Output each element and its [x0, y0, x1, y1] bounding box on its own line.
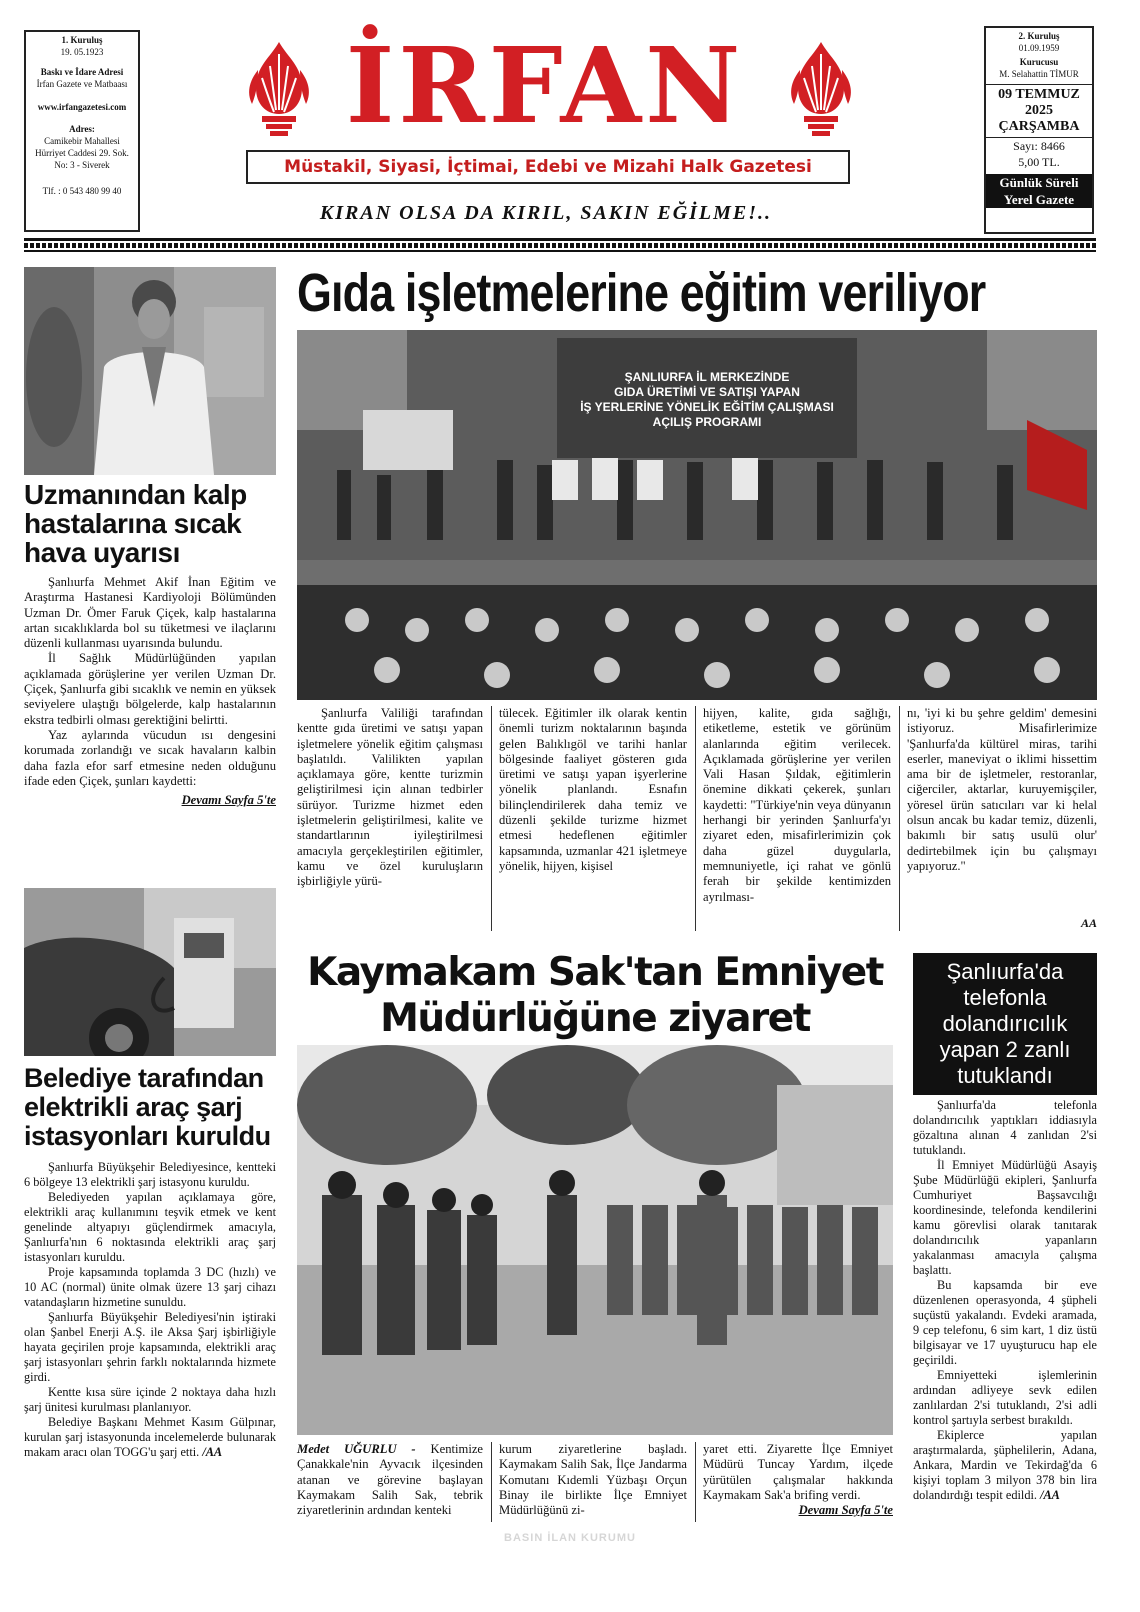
charging-paragraph-5: Kentte kısa süre içinde 2 noktaya daha hızlı şarj ünitesi kurulması planlanıyor.: [24, 1385, 276, 1414]
kaymakam-visit-photo: [297, 1045, 893, 1435]
second-founded-label: 2. Kuruluş: [1018, 31, 1060, 41]
founder-label: Kurucusu: [1019, 57, 1059, 68]
address-title: Baskı ve İdare Adresi: [40, 67, 124, 78]
food-column-2-text: tülecek. Eğitimler ilk olarak kentin önemli turizm noktalarının başında gelen Balıklıgöl ve tarihi hanlar bölgesinde faaliyet gösteren gıda üretimi ve satışı yapan işyerlerine yönelik planlandı. Esnafın bilinçlendirilerek daha temiz ve düzenli şekilde turizme hizmet etmesi hedeflenen eğitimler kapsamında, uzmanlar 421 işletmeye yönelik, hijyen, kişisel: [499, 706, 687, 873]
charging-paragraph-2: Belediyeden yapılan açıklamaya göre, elektrikli araç kullanımını teşvik etmek ve kent genelinde altyapıyı güçlendirmek amacıyla, Şanlıurfa'nın 6 noktasında elektrikli araç şarj istasyonları kuruldu.: [24, 1190, 276, 1264]
charging-article-body: [24, 1160, 276, 1460]
issue-date-day: 09 TEMMUZ: [998, 86, 1080, 102]
charging-source: /AA: [202, 1445, 223, 1459]
kaymakam-author: Medet UĞURLU -: [297, 1442, 416, 1456]
charging-paragraph-6: [24, 1415, 276, 1460]
heart-paragraph-1: Şanlıurfa Mehmet Akif İnan Eğitim ve Araştırma Hastanesi Kardiyoloji Bölümünden Uzman Dr. Ömer Faruk Çiçek, kalp hastalarına artan sıcaklıklarda bol su tüketmesi ve ilaçlarını düzenli kullanması uyarısında bulundu.: [24, 575, 276, 651]
flame-emblem-right-icon: [786, 40, 856, 140]
kaymakam-column-3: [703, 1442, 893, 1518]
fraud-headline-text: Şanlıurfa'da telefonla dolandırıcılık yapan 2 zanlı tutuklandı: [939, 959, 1071, 1088]
heart-paragraph-3: Yaz aylarında vücudun ısı dengesini korumada zorlandığı ve sıcak havaların kalbin daha fazla efor sarf etmesine neden olduğunu ifade eden Çiçek, şunları kaydetti:: [24, 727, 276, 788]
watermark: [34, 1532, 1106, 1544]
founded-label: 1. Kuruluş: [61, 35, 103, 45]
founded-date: 19. 05.1923: [60, 47, 104, 58]
heart-article-body: [24, 575, 276, 808]
charging-paragraph-4: Şanlıurfa Büyükşehir Belediyesi'nin iştiraki olan Şanbel Enerji A.Ş. ile Aksa Şarj işbirliğiyle hayata geçirilen proje kapsamında, elektrikli araç şarj istasyonları şehrin farklı noktalarında hizmete girdi.: [24, 1310, 276, 1384]
kaymakam-article-headline: [297, 950, 893, 1042]
fraud-paragraph-5-text: Ekiplerce yapılan araştırmalarda, şüphelilerin, Adana, Ankara, Mardin ve Tekirdağ'da 6 kişiyi toplam 3 milyon 378 bin lira dolandırdığı tespit edildi.: [913, 1428, 1097, 1502]
food-column-1: [297, 706, 483, 890]
paper-type-line-2: Yerel Gazete: [1003, 191, 1075, 207]
food-column-3-text: hijyen, kalite, gıda sağlığı, etiketleme, estetik ve görünüm alanlarında eğitim verilecek. Açıklamada görüşlerine yer verilen Vali Hasan Şıldak, eğitimlerin önemine dikkati çekerek, şunları kaydetti: "Türkiye'nin veya dünyanın herhangi bir yerinden Şanlıurfa'yı ziyaret eden, misafirlerimizin çok daha güzel duygularla, memnuniyetle, içi rahat ve gönlü ferah bir şekilde kentimizden ayrılması-: [703, 706, 891, 904]
issue-number: Sayı: 8466: [1013, 138, 1065, 153]
masthead-left-box: [24, 30, 140, 232]
adres-label: Adres:: [69, 123, 95, 134]
charging-paragraph-3: Proje kapsamında toplamda 3 DC (hızlı) ve 10 AC (normal) ünite olmak üzere 13 şarj cihazı vatandaşların hizmetine sunuldu.: [24, 1265, 276, 1309]
paper-type-line-1: Günlük Süreli: [999, 174, 1079, 190]
fraud-paragraph-2: İl Emniyet Müdürlüğü Asayiş Şube Müdürlüğü ekipleri, Şanlıurfa Cumhuriyet Başsavcılığı koordinesinde, telefonda kendilerini kamu görevlisi olarak tanıtarak dolandırıcılık yapanların yakalanması amacıyla çalışma başlattı.: [913, 1158, 1097, 1277]
food-separator-2: [695, 706, 696, 931]
heart-headline-text: Uzmanından kalp hastalarına sıcak hava uyarısı: [24, 479, 247, 568]
food-separator-1: [491, 706, 492, 931]
kaymakam-separator-2: [695, 1442, 696, 1522]
kaymakam-separator-1: [491, 1442, 492, 1522]
fraud-paragraph-5: [913, 1428, 1097, 1503]
website[interactable]: www.irfangazetesi.com: [37, 101, 127, 112]
newspaper-logo: İRFAN: [345, 24, 745, 147]
fraud-paragraph-3: Bu kapsamda bir eve düzenlenen operasyonda, 4 şüpheli suçüstü yakalandı. Evdeki aramada, 9 cep telefonu, 6 sim kart, 1 diz üstü bilgisayar ve 17 uyuşturucu hap ele geçirildi.: [913, 1278, 1097, 1367]
banner-line-3: İŞ YERLERİNE YÖNELİK EĞİTİM ÇALIŞMASI: [580, 400, 834, 414]
kaymakam-column-1-text: Kentimize Çanakkale'nin Ayvacık ilçesinden atanan ve görevine başlayan Kaymakam Salih Sak, tebrik ziyaretlerinin ardından kenteki: [297, 1442, 484, 1518]
heart-continued-link[interactable]: Devamı Sayfa 5'te: [181, 793, 276, 808]
issue-weekday: ÇARŞAMBA: [986, 119, 1092, 138]
issue-date-year: 2025: [1025, 102, 1053, 118]
heart-article-headline: [24, 480, 276, 567]
masthead-rule-bottom: [24, 250, 1096, 252]
charging-paragraph-1: Şanlıurfa Büyükşehir Belediyesince, kentteki 6 bölgeye 13 elektrikli şarj istasyonu kuruldu.: [24, 1160, 276, 1189]
kaymakam-column-1-para: [297, 1442, 483, 1518]
fraud-article-body: [913, 1098, 1097, 1503]
food-separator-3: [899, 706, 900, 931]
food-article-headline: [297, 262, 985, 324]
fraud-paragraph-4: Emniyetteki işlemlerinin ardından adliyeye sevk edilen zanlılardan 2'si tutuklandı, 2'si adli kontrol şartıyla serbest bırakıldı.: [913, 1368, 1097, 1427]
issue-price: 5,00 TL.: [1018, 154, 1060, 169]
food-column-3: [703, 706, 891, 905]
founder-name: M. Selahattin TİMUR: [999, 69, 1079, 80]
paper-type-badge: [986, 174, 1092, 208]
banner-line-4: AÇILIŞ PROGRAMI: [652, 415, 762, 429]
fraud-source: /AA: [1040, 1488, 1060, 1502]
phone: Tlf. : 0 543 480 99 40: [42, 186, 122, 197]
adres-line-2: Hürriyet Caddesi 29. Sok.: [35, 147, 129, 158]
charging-headline-text: Belediye tarafından elektrikli araç şarj istasyonları kuruldu: [24, 1063, 271, 1151]
charging-station-photo: [24, 888, 276, 1056]
motto: KIRAN OLSA DA KIRIL, SAKIN EĞİLME!..: [319, 202, 773, 224]
kaymakam-column-2: [499, 1442, 687, 1518]
food-column-2: [499, 706, 687, 874]
masthead-rule: [24, 238, 1096, 241]
charging-article-headline: [24, 1064, 276, 1151]
kaymakam-headline-line-1: Kaymakam Sak'tan Emniyet: [307, 950, 883, 995]
kaymakam-headline-line-2: Müdürlüğüne ziyaret: [380, 996, 810, 1041]
banner-line-2: GIDA ÜRETİMİ VE SATIŞI YAPAN: [614, 385, 800, 399]
address-line: İrfan Gazete ve Matbaası: [36, 79, 128, 90]
adres-line-1: Camikebir Mahallesi: [44, 135, 120, 146]
charging-paragraph-6-text: Belediye Başkanı Mehmet Kasım Gülpınar, kurulan şarj istasyonunda incelemelerde bulunarak makam aracı olan TOGG'u şarj etti.: [24, 1415, 276, 1459]
doctor-photo: [24, 267, 276, 475]
training-banner: [562, 370, 852, 430]
tagline: Müstakil, Siyasi, İçtimai, Edebi ve Mizahi Halk Gazetesi: [246, 150, 850, 184]
second-founded-date: 01.09.1959: [1018, 43, 1060, 54]
food-training-photo: [297, 330, 1097, 700]
food-column-1-text: Şanlıurfa Valiliği tarafından kentte gıda üretimi ve satışı yapan işletmelere yönelik eğitim çalışması başlatıldı. Valilikten yapılan açıklamaya göre, kentte turizmin geliştirilmesi için alınan tedbirler sürüyor. Turizme hizmet eden işletmelerin geliştirilmesi, kalite ve standartlarının iyileştirilmesi amacıyla gerçekleştirilen eğitimler, kamu ve özel kuruluşların işbirliğiyle yürü-: [297, 706, 483, 889]
kaymakam-column-1: [297, 1442, 483, 1518]
flame-emblem-left-icon: [244, 40, 314, 140]
food-headline-text: Gıda işletmelerine eğitim veriliyor: [297, 263, 986, 323]
kaymakam-column-2-text: kurum ziyaretlerine başladı. Kaymakam Salih Sak, İlçe Jandarma Komutanı Kıdemli Yüzbaşı Orçun Binay ile birlikte İlçe Emniyet Müdürlüğünü zi-: [499, 1442, 687, 1518]
food-column-4-text: nı, 'iyi ki bu şehre geldim' demesini istiyoruz. Misafirlerimize 'Şanlıurfa'da kültürel miras, tarihi eserler, maneviyat o iklimi hissettim ama bir de işletmeler, restoranlar, ciğerciler, aktarlar, kuruyemişçiler, yöresel ürün satıcıları var ki helal olsun ancak bu kadar temiz, düzenli, bakımlı bir satış usulü olur' dedirtebilmek için bu çalışmayı yapıyoruz.": [907, 706, 1097, 873]
kaymakam-continued-link[interactable]: Devamı Sayfa 5'te: [798, 1503, 893, 1518]
food-source: AA: [1080, 916, 1097, 930]
food-column-4: [907, 706, 1097, 874]
masthead-right-box: [984, 26, 1094, 234]
fraud-article-headline: [913, 953, 1097, 1095]
heart-paragraph-2: İl Sağlık Müdürlüğünden yapılan açıklamada görüşlerine yer verilen Uzman Dr. Çiçek, Şanlıurfa gibi sıcaklık ve nemin en yüksek seviyelere ulaştığı bölgelerde, kalp hastalarının ekstra tedbirli olması gerektiğini belirtti.: [24, 651, 276, 727]
banner-line-1: ŞANLIURFA İL MERKEZİNDE: [624, 370, 790, 384]
adres-line-3: No: 3 - Siverek: [54, 160, 110, 171]
watermark-text: BASIN İLAN KURUMU: [504, 1532, 636, 1544]
kaymakam-column-3-text: yaret etti. Ziyarette İlçe Emniyet Müdürü Tuncay Yardım, ilçede yürütülen çalışmalar hakkında Kaymakam Sak'a brifing verdi.: [703, 1442, 893, 1502]
masthead-rule-pattern: [24, 243, 1096, 248]
fraud-paragraph-1: Şanlıurfa'da telefonla dolandırıcılık yaptıkları iddiasıyla gözaltına alınan 4 zanlıdan 2'si tutuklandı.: [913, 1098, 1097, 1157]
